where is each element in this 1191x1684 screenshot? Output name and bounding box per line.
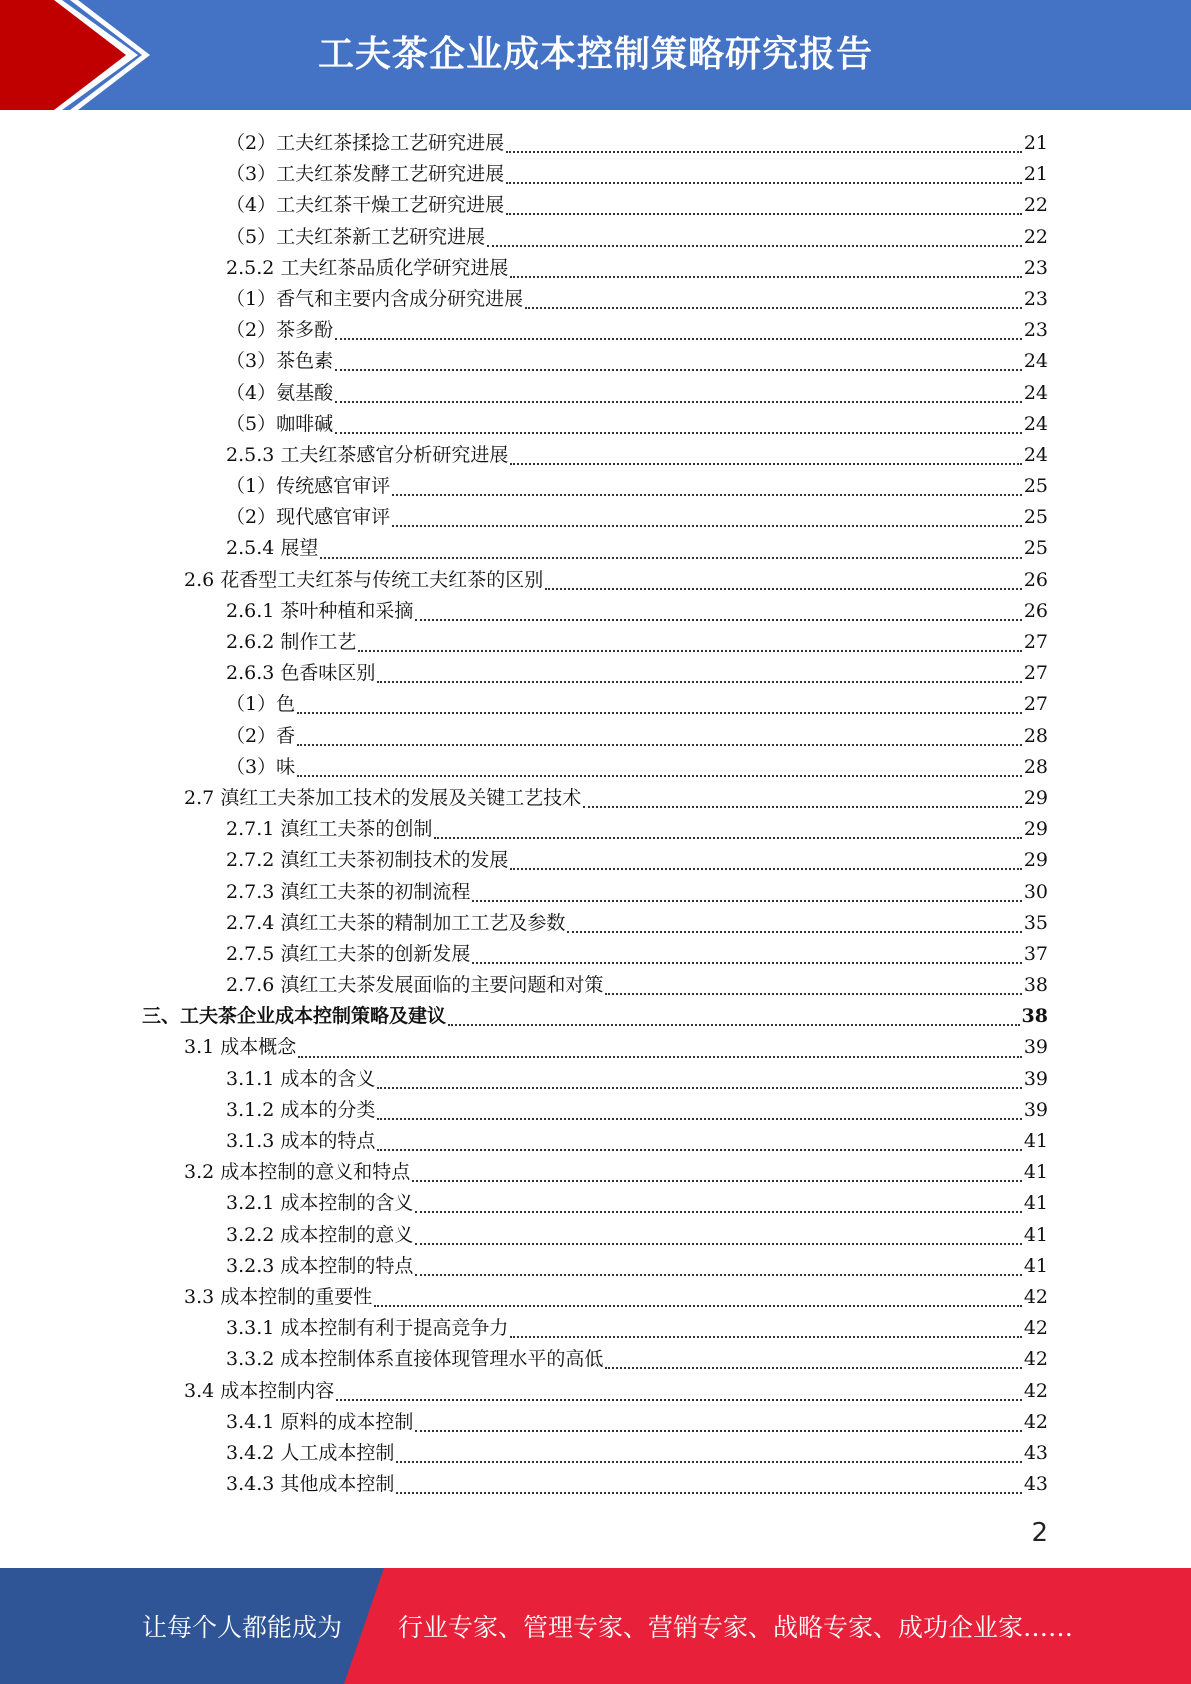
toc-entry-page: 28	[1023, 755, 1048, 778]
toc-entry[interactable]	[0, 128, 1191, 159]
toc-entry-label: 3.4.2 人工成本控制	[226, 1441, 395, 1464]
toc-entry-label: （2）香	[226, 724, 296, 747]
toc-entry[interactable]	[0, 814, 1191, 845]
toc-entry[interactable]	[0, 596, 1191, 627]
toc-entry[interactable]	[0, 440, 1191, 471]
toc-entry-label: 2.6 花香型工夫红茶与传统工夫红茶的区别	[184, 568, 544, 591]
toc-entry[interactable]	[0, 378, 1191, 409]
toc-entry[interactable]	[0, 1344, 1191, 1375]
toc-entry-label: 3.2 成本控制的意义和特点	[184, 1161, 411, 1184]
toc-entry-page: 37	[1023, 942, 1048, 965]
toc-leader-dots	[506, 150, 1022, 153]
toc-leader-dots	[510, 1335, 1021, 1338]
toc-entry[interactable]	[0, 1220, 1191, 1251]
toc-leader-dots	[392, 493, 1022, 496]
toc-entry[interactable]	[0, 689, 1191, 720]
toc-entry-label: 3.1 成本概念	[184, 1036, 297, 1059]
toc-leader-dots	[396, 1491, 1021, 1494]
toc-leader-dots	[412, 1179, 1022, 1182]
toc-leader-dots	[374, 1304, 1022, 1307]
toc-entry[interactable]	[0, 939, 1191, 970]
page-number: 2	[1031, 1518, 1048, 1548]
toc-leader-dots	[377, 1117, 1021, 1120]
toc-leader-dots	[335, 400, 1022, 403]
toc-entry-page: 25	[1023, 506, 1048, 529]
toc-leader-dots	[358, 649, 1021, 652]
toc-entry-label: 3.3 成本控制的重要性	[184, 1285, 373, 1308]
toc-entry-label: 2.6.1 茶叶种植和采摘	[226, 599, 414, 622]
toc-entry-label: 2.7.1 滇红工夫茶的创制	[226, 818, 433, 841]
toc-entry-label: 3.1.1 成本的含义	[226, 1067, 376, 1090]
toc-leader-dots	[472, 899, 1021, 902]
toc-entry[interactable]	[0, 1126, 1191, 1157]
toc-entry[interactable]	[0, 1064, 1191, 1095]
toc-leader-dots	[377, 1086, 1021, 1089]
toc-entry[interactable]	[0, 1001, 1191, 1032]
toc-entry[interactable]	[0, 1188, 1191, 1219]
toc-leader-dots	[335, 368, 1022, 371]
toc-entry-page: 22	[1023, 194, 1048, 217]
toc-entry-label: 2.7.4 滇红工夫茶的精制加工工艺及参数	[226, 911, 566, 934]
toc-entry-page: 38	[1021, 1005, 1048, 1028]
toc-entry[interactable]	[0, 752, 1191, 783]
toc-entry-page: 29	[1023, 786, 1048, 809]
toc-entry[interactable]	[0, 627, 1191, 658]
toc-entry-label: 3.4 成本控制内容	[184, 1379, 335, 1402]
toc-entry-page: 23	[1023, 319, 1048, 342]
toc-entry-label: 2.6.3 色香味区别	[226, 662, 376, 685]
footer-slogan-right: 行业专家、管理专家、营销专家、战略专家、成功企业家……	[398, 1613, 1074, 1642]
toc-entry-page: 29	[1023, 818, 1048, 841]
toc-entry-label: 3.3.1 成本控制有利于提高竞争力	[226, 1317, 509, 1340]
toc-entry[interactable]	[0, 409, 1191, 440]
toc-entry-page: 42	[1023, 1285, 1048, 1308]
toc-entry[interactable]	[0, 502, 1191, 533]
toc-entry-label: （2）茶多酚	[226, 319, 334, 342]
toc-entry-label: （4）氨基酸	[226, 381, 334, 404]
toc-leader-dots	[336, 1398, 1022, 1401]
toc-entry[interactable]	[0, 970, 1191, 1001]
toc-entry[interactable]	[0, 1438, 1191, 1469]
toc-entry-page: 38	[1023, 974, 1048, 997]
toc-entry-label: 2.7 滇红工夫茶加工技术的发展及关键工艺技术	[184, 786, 582, 809]
toc-entry-page: 41	[1023, 1192, 1048, 1215]
toc-leader-dots	[415, 1429, 1021, 1432]
toc-leader-dots	[510, 867, 1021, 870]
toc-entry-label: 2.7.6 滇红工夫茶发展面临的主要问题和对策	[226, 974, 604, 997]
toc-entry[interactable]	[0, 565, 1191, 596]
toc-entry-page: 24	[1023, 381, 1048, 404]
toc-entry[interactable]	[0, 658, 1191, 689]
toc-leader-dots	[525, 306, 1022, 309]
toc-entry-label: （1）传统感官审评	[226, 475, 391, 498]
toc-entry[interactable]	[0, 908, 1191, 939]
toc-entry[interactable]	[0, 159, 1191, 190]
toc-entry-label: 3.2.3 成本控制的特点	[226, 1254, 414, 1277]
toc-entry-label: 2.6.2 制作工艺	[226, 631, 357, 653]
toc-entry-label: 2.5.2 工夫红茶品质化学研究进展	[226, 256, 509, 279]
toc-entry[interactable]	[0, 1469, 1191, 1500]
toc-entry[interactable]	[0, 1251, 1191, 1282]
toc-entry-page: 43	[1023, 1473, 1048, 1496]
toc-leader-dots	[448, 1023, 1020, 1026]
toc-leader-dots	[392, 524, 1022, 527]
document-title: 工夫茶企业成本控制策略研究报告	[317, 34, 873, 75]
toc-entry-page: 41	[1023, 1223, 1048, 1246]
toc-entry[interactable]	[0, 471, 1191, 502]
page-footer	[0, 1568, 1191, 1684]
toc-entry-page: 23	[1023, 256, 1048, 279]
toc-leader-dots	[297, 743, 1022, 746]
toc-leader-dots	[297, 774, 1022, 777]
toc-entry-page: 27	[1023, 631, 1048, 653]
toc-entry-label: 3.1.3 成本的特点	[226, 1130, 376, 1152]
toc-entry[interactable]	[0, 1095, 1191, 1126]
toc-entry-page: 43	[1023, 1441, 1048, 1464]
toc-entry-label: 3.4.3 其他成本控制	[226, 1473, 395, 1496]
toc-entry-page: 24	[1023, 350, 1048, 373]
toc-entry-page: 42	[1023, 1317, 1048, 1340]
toc-entry-page: 27	[1023, 662, 1048, 685]
table-of-contents	[0, 128, 1191, 1500]
toc-leader-dots	[487, 244, 1022, 247]
toc-leader-dots	[415, 1210, 1021, 1213]
toc-entry-page: 21	[1023, 163, 1048, 186]
toc-entry-page: 26	[1023, 568, 1048, 591]
toc-entry-page: 30	[1023, 880, 1048, 903]
toc-leader-dots	[583, 805, 1022, 808]
toc-entry-label: （3）工夫红茶发酵工艺研究进展	[226, 163, 505, 186]
toc-leader-dots	[297, 711, 1022, 714]
toc-entry-page: 41	[1023, 1161, 1048, 1184]
footer-slogan-left: 让每个人都能成为	[142, 1613, 343, 1642]
toc-entry-label: （4）工夫红茶干燥工艺研究进展	[226, 194, 505, 217]
toc-leader-dots	[377, 1148, 1021, 1151]
toc-leader-dots	[605, 992, 1021, 995]
toc-leader-dots	[335, 337, 1022, 340]
toc-entry-label: （3）茶色素	[226, 350, 334, 373]
toc-entry-label: （1）色	[226, 693, 296, 716]
toc-entry-page: 42	[1023, 1410, 1048, 1433]
toc-leader-dots	[472, 961, 1021, 964]
toc-entry-page: 27	[1023, 693, 1048, 716]
toc-entry-page: 42	[1023, 1348, 1048, 1371]
toc-leader-dots	[510, 275, 1021, 278]
toc-entry-label: 2.5.3 工夫红茶感官分析研究进展	[226, 443, 509, 466]
toc-entry[interactable]	[0, 190, 1191, 221]
toc-leader-dots	[377, 680, 1021, 683]
toc-entry[interactable]	[0, 721, 1191, 752]
toc-entry-page: 28	[1023, 724, 1048, 747]
toc-entry-page: 24	[1023, 412, 1048, 435]
toc-leader-dots	[396, 1460, 1021, 1463]
toc-leader-dots	[415, 1273, 1021, 1276]
toc-leader-dots	[298, 1055, 1022, 1058]
toc-entry-page: 35	[1023, 911, 1048, 934]
toc-entry-page: 39	[1023, 1098, 1048, 1121]
toc-entry-page: 42	[1023, 1379, 1048, 1402]
toc-entry[interactable]	[0, 533, 1191, 564]
toc-entry-page: 25	[1023, 537, 1048, 560]
toc-leader-dots	[415, 618, 1021, 621]
toc-leader-dots	[506, 212, 1022, 215]
toc-entry-label: 3.2.2 成本控制的意义	[226, 1223, 414, 1246]
page-header	[0, 0, 1191, 110]
toc-entry-label: 3.4.1 原料的成本控制	[226, 1410, 414, 1433]
toc-entry-label: 2.7.3 滇红工夫茶的初制流程	[226, 880, 471, 903]
toc-entry-label: 2.5.4 展望	[226, 537, 319, 560]
toc-entry[interactable]	[0, 1157, 1191, 1188]
toc-entry-label: 3.1.2 成本的分类	[226, 1098, 376, 1121]
toc-entry[interactable]	[0, 1376, 1191, 1407]
toc-entry-page: 25	[1023, 475, 1048, 498]
toc-entry-label: 3.2.1 成本控制的含义	[226, 1192, 414, 1215]
toc-entry-label: （2）现代感官审评	[226, 506, 391, 529]
toc-leader-dots	[605, 1366, 1021, 1369]
toc-entry-page: 41	[1023, 1254, 1048, 1277]
toc-entry[interactable]	[0, 1282, 1191, 1313]
toc-entry-label: 3.3.2 成本控制体系直接体现管理水平的高低	[226, 1348, 604, 1371]
toc-entry-page: 24	[1023, 443, 1048, 466]
toc-entry-label: （3）味	[226, 755, 296, 778]
toc-entry-label: 2.7.5 滇红工夫茶的创新发展	[226, 942, 471, 965]
toc-entry[interactable]	[0, 783, 1191, 814]
toc-entry-page: 29	[1023, 849, 1048, 872]
toc-leader-dots	[506, 181, 1022, 184]
toc-entry-label: （1）香气和主要内含成分研究进展	[226, 287, 524, 310]
toc-leader-dots	[545, 587, 1022, 590]
toc-entry-page: 22	[1023, 225, 1048, 248]
toc-entry-page: 21	[1023, 132, 1048, 154]
toc-entry[interactable]	[0, 346, 1191, 377]
toc-leader-dots	[320, 556, 1021, 559]
toc-entry[interactable]	[0, 315, 1191, 346]
toc-entry[interactable]	[0, 1407, 1191, 1438]
toc-entry[interactable]	[0, 222, 1191, 253]
toc-entry-label: 三、工夫茶企业成本控制策略及建议	[142, 1005, 447, 1028]
toc-entry[interactable]	[0, 845, 1191, 876]
toc-entry-label: （5）工夫红茶新工艺研究进展	[226, 225, 486, 248]
toc-entry[interactable]	[0, 877, 1191, 908]
toc-entry[interactable]	[0, 1313, 1191, 1344]
toc-entry-page: 23	[1023, 287, 1048, 310]
toc-entry-page: 39	[1023, 1067, 1048, 1090]
toc-entry[interactable]	[0, 253, 1191, 284]
toc-entry-page: 26	[1023, 599, 1048, 622]
toc-leader-dots	[510, 462, 1021, 465]
toc-leader-dots	[434, 836, 1021, 839]
toc-leader-dots	[335, 431, 1022, 434]
toc-entry-page: 39	[1023, 1036, 1048, 1059]
toc-entry-page: 41	[1023, 1130, 1048, 1152]
toc-entry[interactable]	[0, 284, 1191, 315]
toc-leader-dots	[415, 1242, 1021, 1245]
toc-entry-label: （2）工夫红茶揉捻工艺研究进展	[226, 132, 505, 154]
toc-entry-label: 2.7.2 滇红工夫茶初制技术的发展	[226, 849, 509, 872]
toc-entry[interactable]	[0, 1032, 1191, 1063]
toc-leader-dots	[567, 930, 1021, 933]
toc-entry-label: （5）咖啡碱	[226, 412, 334, 435]
